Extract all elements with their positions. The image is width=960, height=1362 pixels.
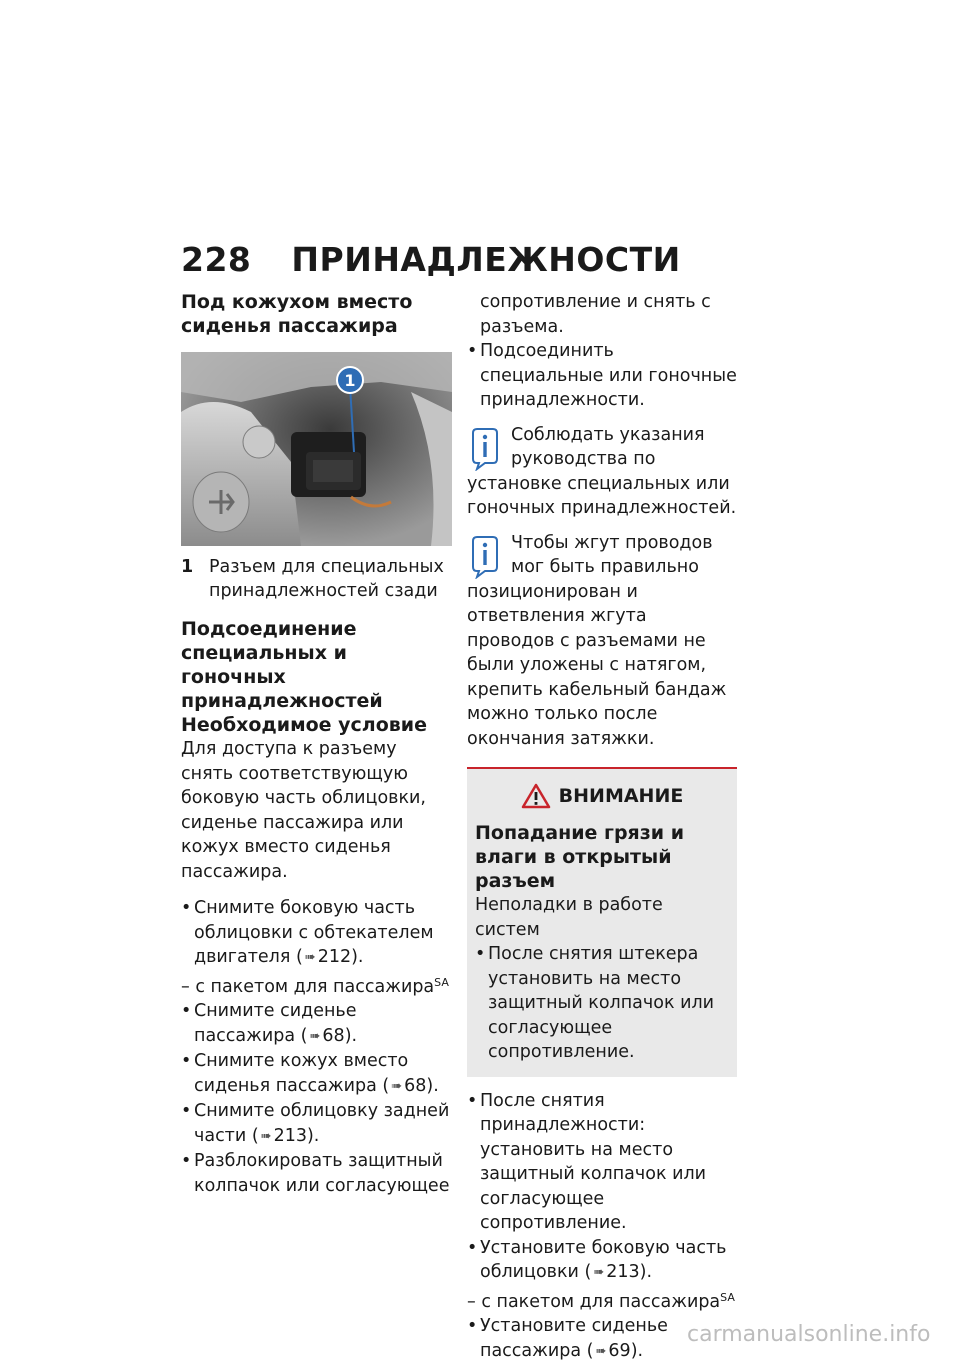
list-item: – с пакетом для пассажира$^{SA}$ xyxy=(181,975,449,997)
figure-legend xyxy=(181,555,451,603)
warning-title: Попадание грязи и влаги в открытый разъем xyxy=(475,822,685,892)
list-item: • Снимите сиденье пассажира ( ➠ 68). xyxy=(181,999,451,1049)
callout-number: 1 xyxy=(344,371,356,390)
arrow-right-icon: ➠ xyxy=(304,950,316,965)
page-ref[interactable]: ➠ 213 xyxy=(593,1262,640,1282)
right-column xyxy=(467,290,737,1362)
legend-number: 1 xyxy=(181,557,194,577)
arrow-right-icon: ➠ xyxy=(593,1265,605,1280)
section2-title: Подсоединение специальных и гоночных принадлежностей xyxy=(181,618,383,712)
page-ref[interactable]: ➠ 213 xyxy=(260,1125,307,1146)
page-header xyxy=(181,240,681,279)
info-icon xyxy=(467,427,503,471)
legend-text: Разъем для специальных принадлежностей сзади xyxy=(209,557,444,601)
list-item: • Разблокировать защитный колпачок или согласующее xyxy=(181,1149,451,1198)
page-ref[interactable]: ➠ 69 xyxy=(595,1340,631,1361)
warning-consequence: Неполадки в работе систем xyxy=(475,895,663,940)
list-item: – с пакетом для пассажира$^{SA}$ xyxy=(467,1290,735,1312)
list-item: • Снимите кожух вместо сиденья пассажира ( ➠ 68). xyxy=(181,1049,451,1099)
warning-triangle-icon xyxy=(521,783,551,809)
section-title: Под кожухом вместо сиденья пассажира xyxy=(181,291,413,337)
removal-steps xyxy=(181,896,451,1198)
subheading-prerequisite: Необходимое условие xyxy=(181,714,427,736)
list-item: • Установите боковую часть облицовки ( ➠ 213). xyxy=(467,1236,737,1286)
continued-text: сопротивление и снять с разъема. xyxy=(480,292,711,337)
warning-actions xyxy=(475,942,729,1065)
arrow-right-icon: ➠ xyxy=(595,1343,607,1359)
page-ref[interactable]: ➠ 212 xyxy=(304,947,352,967)
arrow-right-icon: ➠ xyxy=(260,1128,272,1144)
page-ref[interactable]: ➠ 68 xyxy=(309,1025,345,1046)
list-item: • Установите сиденье пассажира ( ➠ 69). xyxy=(467,1314,737,1362)
arrow-right-icon: ➠ xyxy=(309,1028,321,1044)
intro-paragraph: Для доступа к разъему снять соответствующую боковую часть облицовки, сиденье пассажира или кожух вместо сиденья пассажира. xyxy=(181,739,426,882)
arrow-right-icon: ➠ xyxy=(391,1078,403,1094)
page-number: 228 xyxy=(181,240,252,279)
info-note-2: Чтобы жгут проводов мог быть правильно позиционирован и ответвления жгута проводов с разъемами не были уложены с натягом, крепить кабельный бандаж можно только после окончания затяжки. xyxy=(467,532,727,749)
connector-photo xyxy=(181,352,452,546)
connect-step xyxy=(467,339,737,413)
info-note-1: Соблюдать указания руководства по установке специальных или гоночных принадлежностей. xyxy=(467,424,737,518)
warning-label: ВНИМАНИЕ xyxy=(558,785,684,807)
list-item: • После снятия штекера установить на место защитный колпачок или согласующее сопротивление. xyxy=(475,942,729,1065)
warning-box xyxy=(467,767,737,1077)
list-item: • Подсоединить специальные или гоночные принадлежности. xyxy=(467,339,737,413)
list-item: • Снимите боковую часть облицовки с обтекателем двигателя ( ➠ 212). xyxy=(181,896,451,971)
warning-header xyxy=(475,783,729,809)
chapter-title: ПРИНАДЛЕЖНОСТИ xyxy=(291,240,681,279)
list-item: • После снятия принадлежности: установить на место защитный колпачок или согласующее сопротивление. xyxy=(467,1089,737,1236)
info-icon xyxy=(467,535,503,579)
install-steps xyxy=(467,1089,737,1362)
list-item: • Снимите облицовку задней части ( ➠ 213). xyxy=(181,1099,451,1149)
page-ref[interactable]: ➠ 68 xyxy=(391,1075,427,1096)
watermark: carmanualsonline.info xyxy=(687,1322,931,1347)
left-column xyxy=(181,290,451,1198)
sa-marker: SA xyxy=(434,975,449,989)
sa-marker: SA xyxy=(720,1290,735,1304)
